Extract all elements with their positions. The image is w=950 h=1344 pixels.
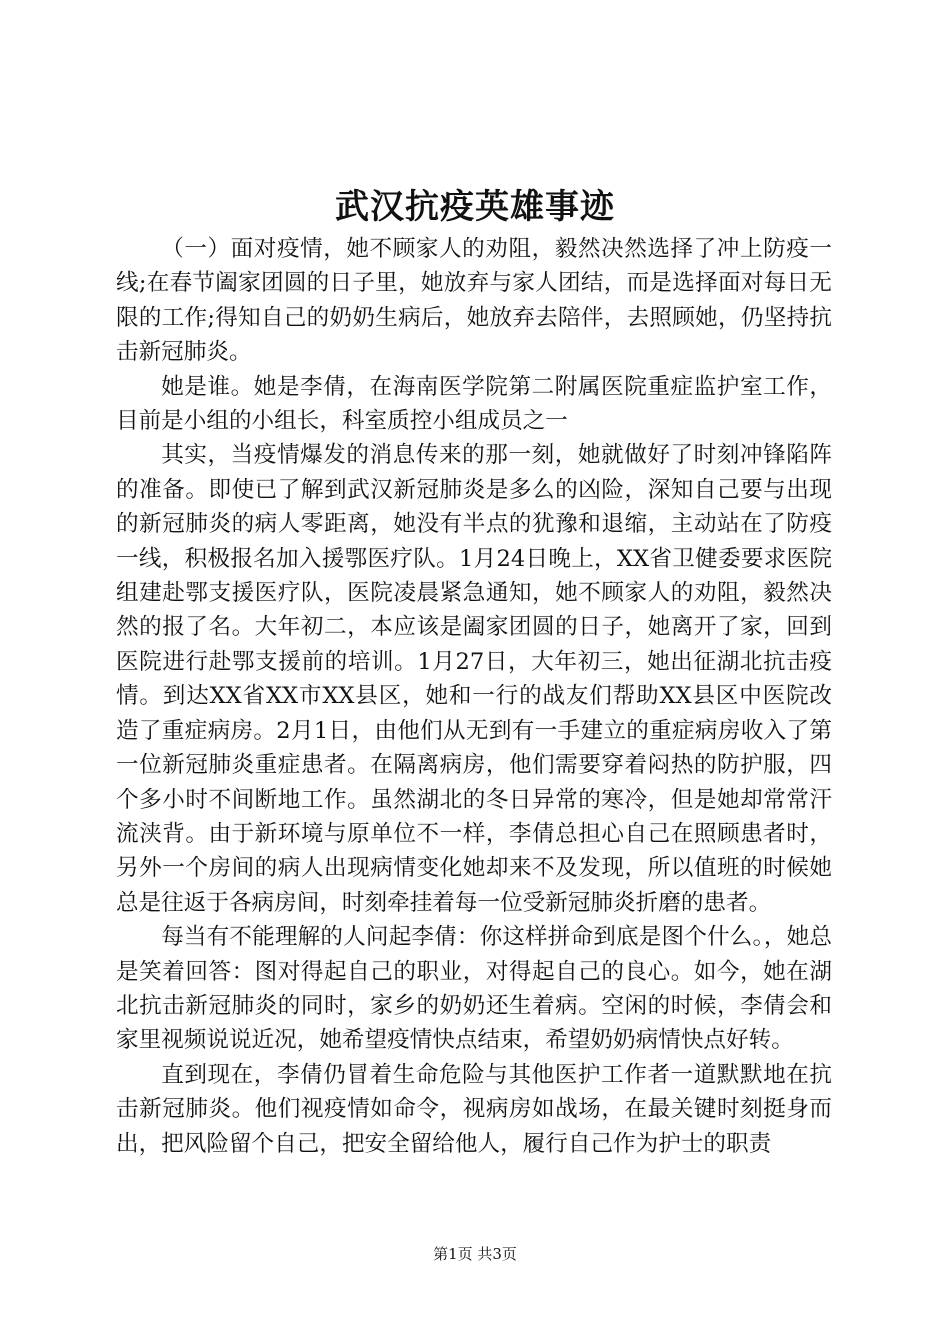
paragraph-4: 每当有不能理解的人问起李倩：你这样拼命到底是图个什么。，她总是笑着回答：图对得起自己的职业，对得起自己的良心。如今，她在湖北抗击新冠肺炎的同时，家乡的奶奶还生着病。空闲的时候，李倩会和家里视频说说近况，她希望疫情快点结束，希望奶奶病情快点好转。 <box>116 924 832 1054</box>
document-title: 武汉抗疫英雄事迹 <box>335 187 615 227</box>
paragraph-5: 直到现在，李倩仍冒着生命危险与其他医护工作者一道默默地在抗击新冠肺炎。他们视疫情如命令，视病房如战场，在最关键时刻挺身而出，把风险留个自己，把安全留给他人，履行自己作为护士的职责 <box>116 1061 832 1157</box>
paragraph-2: 她是谁。她是李倩，在海南医学院第二附属医院重症监护室工作，目前是小组的小组长，科室质控小组成员之一 <box>116 373 832 435</box>
document-body <box>116 232 832 1161</box>
page-footer: 第1页 共3页 <box>433 1245 517 1263</box>
paragraph-1: （一）面对疫情，她不顾家人的劝阻，毅然决然选择了冲上防疫一线;在春节阖家团圆的日子里，她放弃与家人团结，而是选择面对每日无限的工作;得知自己的奶奶生病后，她放弃去陪伴，去照顾她，仍坚持抗击新冠肺炎。 <box>116 236 832 366</box>
paragraph-3: 其实，当疫情爆发的消息传来的那一刻，她就做好了时刻冲锋陷阵的准备。即使已了解到武汉新冠肺炎是多么的凶险，深知自己要与出现的新冠肺炎的病人零距离，她没有半点的犹豫和退缩，主动站在了防疫一线，积极报名加入援鄂医疗队。1月24日晚上，XX省卫健委要求医院组建赴鄂支援医疗队，医院凌晨紧急通知，她不顾家人的劝阻，毅然决然的报了名。大年初二，本应该是阖家团圆的日子，她离开了家，回到医院进行赴鄂支援前的培训。1月27日，大年初三，她出征湖北抗击疫情。到达XX省XX市XX县区，她和一行的战友们帮助XX县区中医院改造了重症病房。2月1日，由他们从无到有一手建立的重症病房收入了第一位新冠肺炎重症患者。在隔离病房，他们需要穿着闷热的防护服，四个多小时不间断地工作。虽然湖北的冬日异常的寒冷，但是她却常常汗流浃背。由于新环境与原单位不一样，李倩总担心自己在照顾患者时，另外一个房间的病人出现病情变化她却来不及发现，所以值班的时候她总是往返于各病房间，时刻牵挂着每一位受新冠肺炎折磨的患者。 <box>116 442 832 916</box>
